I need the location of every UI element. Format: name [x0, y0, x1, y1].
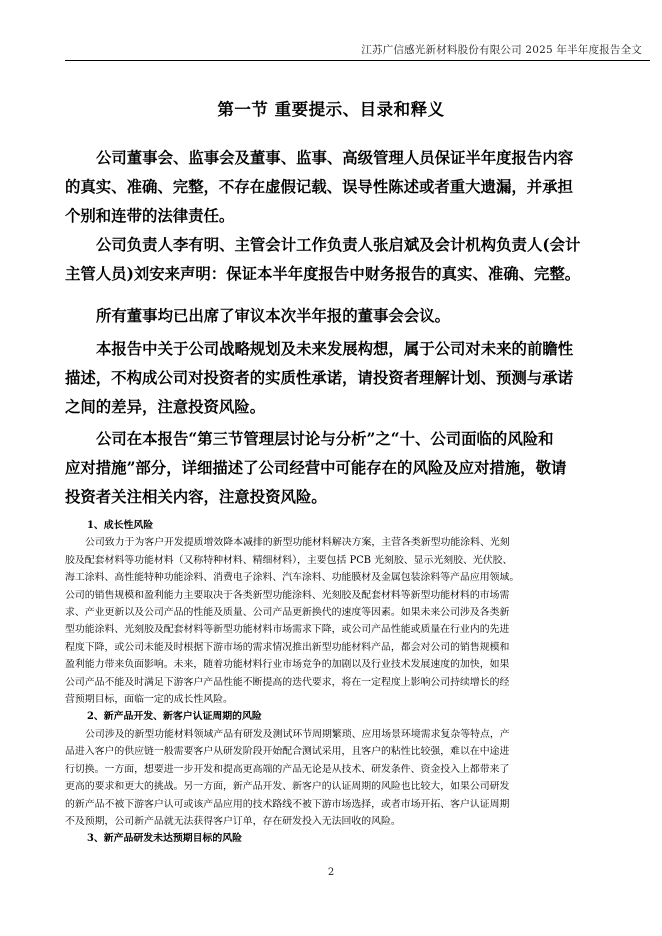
- notice-paragraph-2: [65, 231, 596, 289]
- page-number: 2: [327, 867, 335, 878]
- text-line: 主管人员)刘安来声明：保证本半年度报告中财务报告的真实、准确、完整。: [65, 265, 581, 283]
- header-divider: [65, 60, 650, 61]
- risk-text-line: 行切换。一方面，想要进一步开发和提高更高端的产品无论是从技术、研发条件、资金投入上都带来了: [65, 763, 510, 775]
- text-line: 个别和连带的法律责任。: [65, 207, 235, 225]
- risk-text-line: 胶及配套材料等功能材料（又称特种材料、精细材料），主要包括 PCB 光刻胶、显示光刻胶、光伏胶、: [65, 554, 513, 566]
- text-line: 所有董事均已出席了审议本次半年报的董事会会议。: [96, 307, 450, 325]
- risk-text-line: 的新产品不被下游客户认可或该产品应用的技术路线不被下游市场选择，或者市场开拓、客户认证周期: [65, 798, 510, 810]
- risk-text-line: 公司产品不能及时满足下游客户产品性能不断提高的迭代要求，将在一定程度上影响公司持续增长的经: [65, 676, 510, 688]
- page-header-title: 江苏广信感光新材料股份有限公司 2025 年半年度报告全文: [361, 44, 642, 56]
- notice-paragraph-5: [65, 425, 596, 512]
- text-line: 公司负责人李有明、主管会计工作负责人张启斌及会计机构负责人(会计: [96, 236, 581, 254]
- risk-heading: 1、成长性风险: [87, 520, 154, 531]
- notice-paragraph-3: [65, 302, 596, 331]
- notice-paragraph-1: [65, 144, 596, 231]
- risk-text-line: 海工涂料、高性能特种功能涂料、消费电子涂料、汽车涂料、功能膜材及金属包装涂料等产品应用领域。: [65, 572, 520, 584]
- text-line: 应对措施”部分，详细描述了公司经营中可能存在的风险及应对措施，敬请: [65, 459, 567, 477]
- risk-factors: [65, 517, 596, 848]
- risk-text-line: 营预期目标，面临一定的成长性风险。: [65, 694, 233, 706]
- risk-text-line: 不及预期，公司新产品就无法获得客户订单，存在研发投入无法回收的风险。: [65, 815, 401, 827]
- text-line: 之间的差异，注意投资风险。: [65, 398, 266, 416]
- risk-heading: 3、新产品研发未达预期目标的风险: [87, 833, 242, 845]
- risk-text-line: 品进入客户的供应链一般需要客户从研发阶段开始配合测试采用，且客户的粘性比较强，难以在中途进: [65, 746, 510, 758]
- risk-text-line: 程度下降，或公司未能及时根据下游市场的需求情况推出新型功能材料产品，都会对公司的销售规模和: [65, 641, 510, 653]
- text-line: 公司董事会、监事会及董事、监事、高级管理人员保证半年度报告内容: [96, 149, 574, 167]
- risk-text-line: 盈利能力带来负面影响。未来，随着功能材料行业市场竞争的加剧以及行业技术发展速度的加快，如果: [65, 659, 510, 671]
- risk-text-line: 公司涉及的新型功能材料领域产品有研发及测试环节周期繁琐、应用场景环境需求复杂等特点，产: [85, 728, 510, 740]
- section-title: 第一节 重要提示、目录和释义: [217, 100, 445, 119]
- text-line: 公司在本报告“第三节管理层讨论与分析”之“十、公司面临的风险和: [96, 430, 554, 448]
- risk-text-line: 公司的销售规模和盈利能力主要取决于各类新型功能涂料、光刻胶及配套材料等新型功能材料的市场需: [65, 589, 510, 601]
- risk-text-line: 公司致力于为客户开发提质增效降本减排的新型功能材料解决方案，主营各类新型功能涂料、光刻: [85, 537, 510, 549]
- text-line: 的真实、准确、完整，不存在虚假记载、误导性陈述或者重大遗漏，并承担: [65, 178, 573, 196]
- risk-heading: 2、新产品开发、新客户认证周期的风险: [87, 711, 262, 723]
- text-line: 投资者关注相关内容，注意投资风险。: [65, 488, 327, 506]
- notice-paragraph-4: [65, 335, 596, 422]
- risk-text-line: 求、产业更新以及公司产品的性能及质量、公司产品更新换代的速度等因素。如果未来公司涉及各类新: [65, 607, 510, 619]
- risk-text-line: 更高的要求和更大的挑战。另一方面，新产品开发、新客户的认证周期的风险也比较大，如果公司研发: [65, 781, 510, 793]
- text-line: 描述，不构成公司对投资者的实质性承诺，请投资者理解计划、预测与承诺: [65, 369, 573, 387]
- risk-text-line: 型功能涂料、光刻胶及配套材料等新型功能材料市场需求下降，或公司产品性能或质量在行业内的先进: [65, 624, 510, 636]
- text-line: 本报告中关于公司战略规划及未来发展构想，属于公司对未来的前瞻性: [96, 340, 574, 358]
